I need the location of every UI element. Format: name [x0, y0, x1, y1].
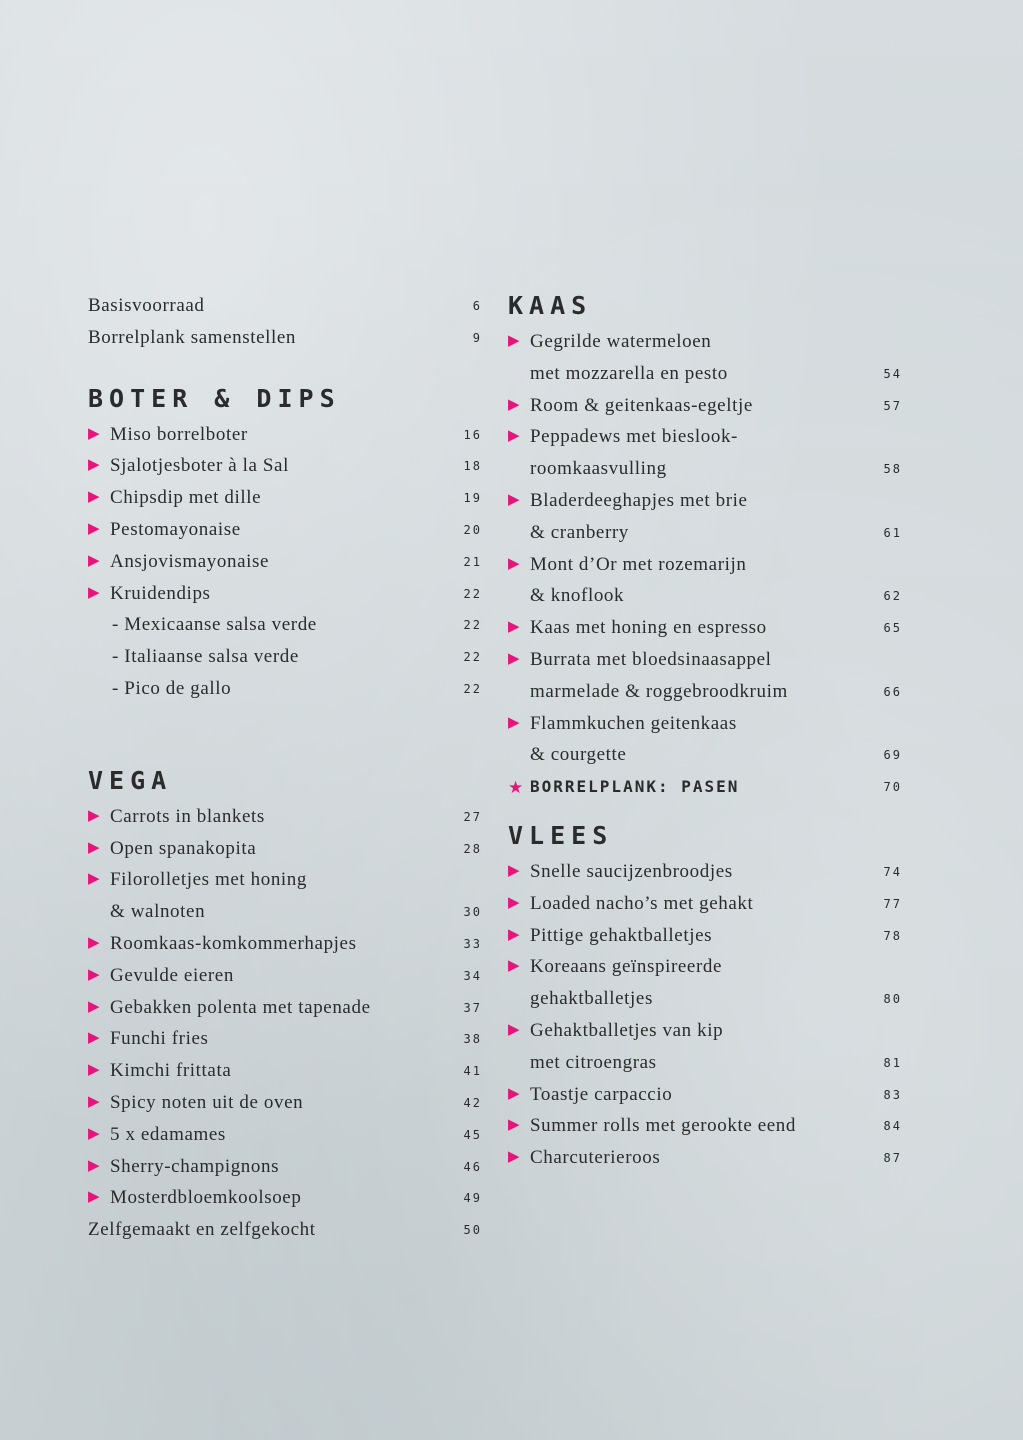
toc-entry[interactable] — [88, 450, 484, 482]
page-number: 50 — [463, 1223, 482, 1238]
entry-title: & courgette — [530, 744, 627, 766]
toc-entry[interactable] — [88, 322, 484, 354]
page-number: 65 — [883, 621, 902, 636]
toc-entry[interactable] — [88, 482, 484, 514]
bullet-triangle-icon: ▶ — [88, 807, 101, 824]
entry-title: Pestomayonaise — [110, 518, 241, 540]
page-number: 84 — [883, 1119, 902, 1134]
toc-entry[interactable] — [508, 612, 904, 644]
entry-title: Bladerdeeghapjes met brie — [530, 489, 748, 511]
bullet-triangle-icon: ▶ — [508, 491, 521, 508]
bullet-triangle-icon: ▶ — [88, 425, 101, 442]
entry-title: BORRELPLANK: PASEN — [530, 777, 740, 797]
entry-title: Mosterdbloemkoolsoep — [110, 1187, 302, 1209]
section-heading-kaas: KAAS — [508, 291, 593, 320]
page-number: 37 — [463, 1000, 482, 1015]
page-number: 22 — [463, 586, 482, 601]
bullet-triangle-icon: ▶ — [88, 457, 101, 474]
toc-entry[interactable] — [508, 708, 904, 740]
page-number: 16 — [463, 427, 482, 442]
section-heading-vlees: VLEES — [508, 820, 614, 850]
toc-entry-continuation[interactable] — [508, 580, 904, 612]
bullet-triangle-icon: ▶ — [508, 333, 521, 349]
bullet-triangle-icon: ▶ — [508, 1149, 521, 1166]
entry-title: gehaktballetjes — [530, 988, 653, 1010]
toc-entry[interactable] — [508, 644, 904, 676]
entry-title: Room & geitenkaas-egeltje — [530, 394, 753, 416]
page-number: 80 — [883, 992, 902, 1007]
page-number: 70 — [883, 780, 902, 795]
entry-title: Chipsdip met dille — [110, 487, 262, 509]
bullet-triangle-icon: ▶ — [88, 1030, 101, 1047]
page-number: 74 — [883, 864, 902, 879]
entry-title: 5 x edamames — [110, 1123, 226, 1145]
entry-title: - Pico de gallo — [112, 677, 232, 699]
entry-title: roomkaasvulling — [530, 458, 667, 480]
entry-title: Miso borrelboter — [110, 423, 248, 445]
toc-entry[interactable] — [88, 1119, 484, 1151]
entry-title: met citroengras — [530, 1051, 657, 1073]
bullet-triangle-icon: ▶ — [508, 958, 521, 975]
section-heading-boter-dips: BOTER & DIPS — [88, 383, 341, 413]
toc-entry[interactable] — [88, 1055, 484, 1087]
toc-entry-special[interactable] — [508, 771, 904, 803]
page-number: 28 — [463, 841, 482, 856]
toc-entry-continuation[interactable] — [508, 1047, 904, 1079]
entry-title: Pittige gehaktballetjes — [530, 924, 713, 946]
page-number: 33 — [463, 936, 482, 951]
bullet-triangle-icon: ▶ — [508, 650, 521, 667]
toc-entry[interactable] — [88, 833, 484, 865]
bullet-triangle-icon: ▶ — [88, 998, 101, 1015]
toc-entry[interactable] — [508, 549, 904, 581]
entry-title: Gebakken polenta met tapenade — [110, 996, 371, 1018]
entry-title: Zelfgemaakt en zelfgekocht — [88, 1219, 316, 1241]
bullet-triangle-icon: ▶ — [88, 1125, 101, 1142]
entry-title: Charcuterieroos — [530, 1147, 661, 1169]
page-number: 30 — [463, 905, 482, 920]
bullet-triangle-icon: ▶ — [508, 428, 521, 445]
toc-entry-continuation[interactable] — [508, 453, 904, 485]
page-number: 77 — [883, 896, 902, 911]
bullet-triangle-icon: ▶ — [508, 1021, 521, 1038]
entry-title: Kaas met honing en espresso — [530, 617, 767, 639]
entry-title: Spicy noten uit de oven — [110, 1091, 304, 1113]
page-number: 78 — [883, 928, 902, 943]
bullet-triangle-icon: ▶ — [88, 552, 101, 569]
toc-entry-continuation[interactable] — [508, 517, 904, 549]
page-number: 27 — [463, 809, 482, 824]
bullet-triangle-icon: ▶ — [88, 1062, 101, 1079]
toc-entry[interactable] — [88, 801, 484, 833]
page-number: 22 — [463, 650, 482, 665]
toc-entry[interactable] — [508, 1079, 904, 1111]
entry-title: Roomkaas-komkommerhapjes — [110, 932, 357, 954]
page-number: 69 — [883, 748, 902, 763]
page-number: 57 — [883, 398, 902, 413]
page-number: 18 — [463, 459, 482, 474]
entry-title: - Mexicaanse salsa verde — [112, 614, 317, 636]
entry-title: Gevulde eieren — [110, 964, 234, 986]
bullet-triangle-icon: ▶ — [88, 839, 101, 856]
entry-title: & cranberry — [530, 521, 629, 543]
entry-title: Borrelplank samenstellen — [88, 326, 297, 348]
entry-title: Peppadews met bieslook- — [530, 426, 738, 448]
toc-entry[interactable] — [508, 326, 904, 358]
toc-entry[interactable] — [88, 546, 484, 578]
toc-entry[interactable] — [88, 1182, 484, 1214]
toc-entry[interactable] — [508, 1110, 904, 1142]
toc-entry[interactable] — [88, 960, 484, 992]
bullet-triangle-icon: ▶ — [88, 934, 101, 951]
toc-subentry[interactable] — [88, 673, 484, 705]
star-icon: ★ — [508, 778, 524, 798]
bullet-triangle-icon: ▶ — [508, 1085, 521, 1102]
toc-subentry[interactable] — [88, 609, 484, 641]
bullet-triangle-icon: ▶ — [508, 714, 521, 731]
entry-title: & walnoten — [110, 901, 206, 923]
page-number: 49 — [463, 1191, 482, 1206]
page-number: 6 — [472, 299, 482, 313]
toc-entry-continuation[interactable] — [508, 983, 904, 1015]
toc-entry[interactable] — [508, 485, 904, 517]
entry-title: Flammkuchen geitenkaas — [530, 712, 737, 734]
toc-entry[interactable] — [508, 1015, 904, 1047]
toc-entry-continuation[interactable] — [508, 358, 904, 390]
page-number: 81 — [883, 1055, 902, 1070]
toc-entry[interactable] — [88, 1151, 484, 1183]
toc-entry[interactable] — [508, 888, 904, 920]
page-number: 41 — [463, 1064, 482, 1079]
page-number: 22 — [463, 618, 482, 633]
toc-entry[interactable] — [508, 1142, 904, 1174]
toc-entry-continuation[interactable] — [508, 739, 904, 771]
toc-entry[interactable] — [508, 920, 904, 952]
bullet-triangle-icon: ▶ — [88, 489, 101, 506]
page-number: 87 — [883, 1151, 902, 1166]
bullet-triangle-icon: ▶ — [88, 966, 101, 983]
page-number: 42 — [463, 1095, 482, 1110]
bullet-triangle-icon: ▶ — [508, 926, 521, 943]
toc-entry[interactable] — [88, 1214, 484, 1246]
entry-title: marmelade & roggebroodkruim — [530, 680, 788, 702]
page-number: 9 — [472, 330, 482, 345]
entry-title: Ansjovismayonaise — [110, 550, 270, 572]
bullet-triangle-icon: ▶ — [88, 1093, 101, 1110]
entry-title: Sjalotjesboter à la Sal — [110, 455, 289, 477]
entry-title: Koreaans geïnspireerde — [530, 956, 723, 978]
entry-title: Loaded nacho’s met gehakt — [530, 892, 754, 914]
bullet-triangle-icon: ▶ — [508, 619, 521, 636]
section-heading-vega: VEGA — [88, 765, 173, 795]
bullet-triangle-icon: ▶ — [88, 1189, 101, 1206]
entry-title: Snelle saucijzenbroodjes — [530, 860, 733, 882]
toc-entry[interactable] — [88, 1023, 484, 1055]
toc-entry[interactable] — [508, 390, 904, 422]
toc-entry[interactable] — [508, 951, 904, 983]
entry-title: Open spanakopita — [110, 837, 257, 859]
entry-title: - Italiaanse salsa verde — [112, 646, 299, 668]
page-number: 20 — [463, 522, 482, 537]
page-number: 54 — [883, 366, 902, 381]
entry-title: Burrata met bloedsinaasappel — [530, 648, 772, 670]
entry-title: Sherry-champignons — [110, 1155, 280, 1177]
toc-entry[interactable] — [88, 864, 484, 896]
bullet-triangle-icon: ▶ — [88, 520, 101, 537]
toc-entry[interactable] — [88, 419, 484, 451]
toc-subentry[interactable] — [88, 641, 484, 673]
entry-title: Gegrilde watermeloen — [530, 331, 712, 352]
page-number: 19 — [463, 491, 482, 506]
toc-entry[interactable] — [88, 514, 484, 546]
entry-title: Summer rolls met gerookte eend — [530, 1115, 796, 1137]
entry-title: & knoflook — [530, 585, 625, 607]
toc-entry[interactable] — [88, 1087, 484, 1119]
toc-entry[interactable] — [88, 992, 484, 1024]
toc-entry-continuation[interactable] — [88, 896, 484, 928]
bullet-triangle-icon: ▶ — [88, 871, 101, 888]
toc-entry[interactable] — [508, 856, 904, 888]
bullet-triangle-icon: ▶ — [88, 584, 101, 601]
entry-title: Carrots in blankets — [110, 805, 265, 827]
entry-title: Kruidendips — [110, 582, 211, 604]
toc-entry[interactable] — [88, 578, 484, 610]
entry-title: Filorolletjes met honing — [110, 869, 307, 891]
toc-right-column — [508, 290, 904, 1174]
bullet-triangle-icon: ▶ — [508, 894, 521, 911]
bullet-triangle-icon: ▶ — [508, 555, 521, 572]
bullet-triangle-icon: ▶ — [508, 1117, 521, 1134]
page-number: 83 — [883, 1087, 902, 1102]
entry-title: Basisvoorraad — [88, 295, 205, 316]
page-number: 21 — [463, 554, 482, 569]
page-number: 61 — [883, 525, 902, 540]
page-number: 38 — [463, 1032, 482, 1047]
page-number: 22 — [463, 681, 482, 696]
page-number: 34 — [463, 968, 482, 983]
toc-entry[interactable] — [88, 928, 484, 960]
entry-title: met mozzarella en pesto — [530, 362, 728, 384]
toc-entry-continuation[interactable] — [508, 676, 904, 708]
toc-left-column — [88, 290, 484, 1246]
toc-entry[interactable] — [508, 421, 904, 453]
page-number: 66 — [883, 684, 902, 699]
entry-title: Kimchi frittata — [110, 1060, 232, 1082]
entry-title: Mont d’Or met rozemarijn — [530, 553, 747, 575]
entry-title: Gehaktballetjes van kip — [530, 1019, 724, 1041]
bullet-triangle-icon: ▶ — [88, 1157, 101, 1174]
page-number: 62 — [883, 589, 902, 604]
page-number: 45 — [463, 1127, 482, 1142]
bullet-triangle-icon: ▶ — [508, 396, 521, 413]
bullet-triangle-icon: ▶ — [508, 862, 521, 879]
page-number: 46 — [463, 1159, 482, 1174]
entry-title: Toastje carpaccio — [530, 1083, 673, 1105]
entry-title: Funchi fries — [110, 1028, 209, 1050]
toc-entry[interactable] — [88, 290, 484, 322]
page-number: 58 — [883, 462, 902, 477]
